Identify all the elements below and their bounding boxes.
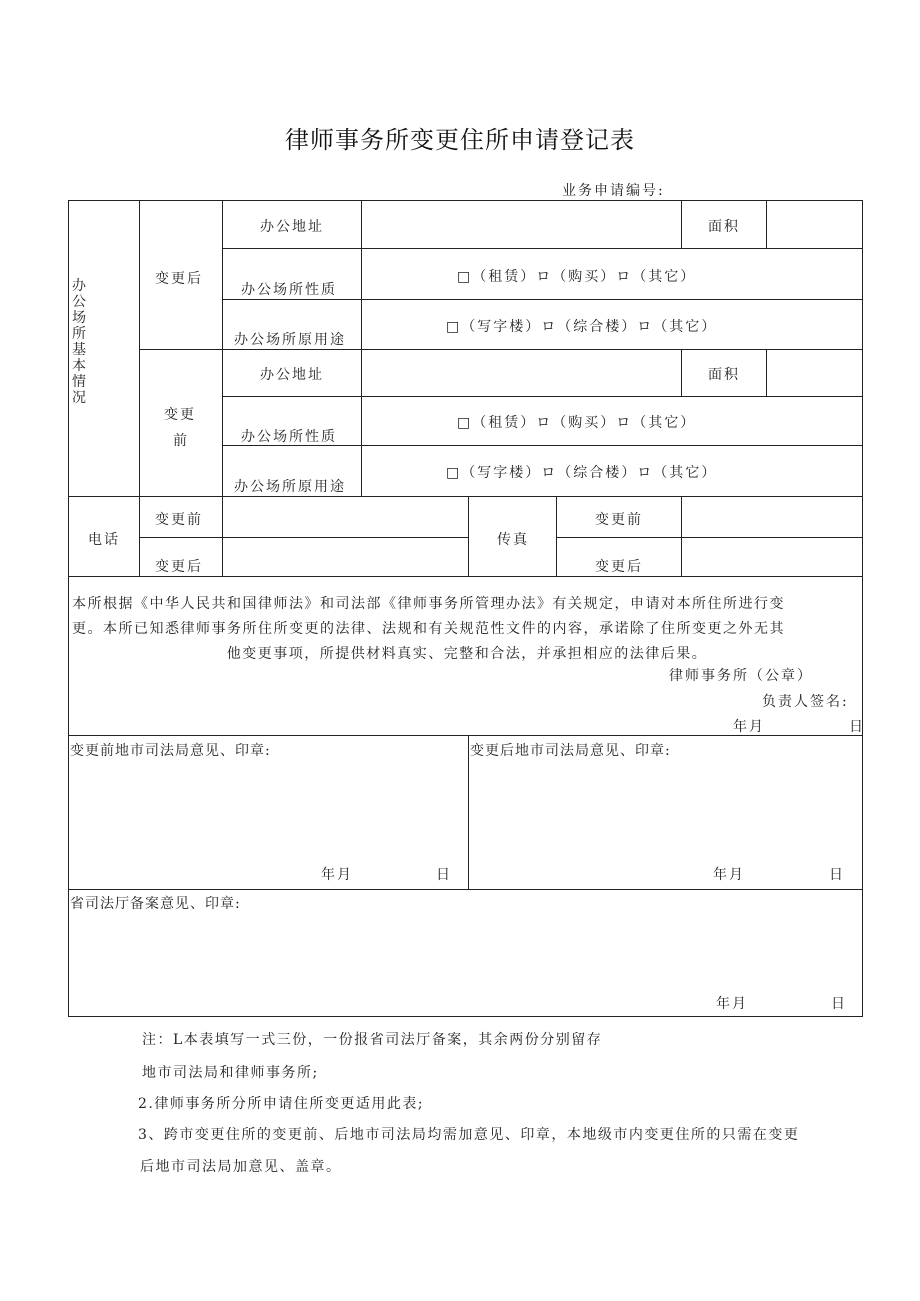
before-address-field[interactable] bbox=[362, 350, 680, 395]
basic-info-label: 办 公 场 所 基 本 情 况 bbox=[72, 278, 86, 406]
declaration-day: 日 bbox=[849, 719, 865, 735]
declaration-year-month: 年月 bbox=[733, 719, 765, 735]
before-usage-label: 办公场所原用途 bbox=[234, 479, 346, 495]
before-bureau-opinion-label: 变更前地市司法局意见、印章: bbox=[70, 743, 271, 759]
declaration-text: 本所根据《中华人民共和国律师法》和司法部《律师事务所管理办法》有关规定，申请对本所住所进行变 更。本所已知悉律师事务所住所变更的法律、法规和有关规范性文件的内容，承诺除了住所变更之外无其 他变更事项，所提供材料真实、完整和合法，并承担相应的法律后果。 bbox=[72, 596, 785, 662]
fax-label: 传真 bbox=[497, 532, 529, 548]
phone-label: 电话 bbox=[88, 532, 120, 548]
fax-before-field[interactable] bbox=[682, 497, 861, 536]
phone-after-label: 变更后 bbox=[155, 559, 203, 575]
after-bureau-opinion-area[interactable] bbox=[469, 760, 861, 888]
province-year-month: 年月 bbox=[716, 996, 748, 1012]
after-nature-options[interactable]: □（租赁）ロ（购买）ロ（其它） bbox=[457, 269, 697, 285]
firm-seal-label: 律师事务所（公章） bbox=[669, 668, 813, 684]
before-nature-label: 办公场所性质 bbox=[241, 429, 337, 445]
note-1b: 地市司法局和律师事务所; bbox=[142, 1065, 319, 1081]
after-area-field[interactable] bbox=[767, 201, 861, 247]
fax-after-label: 变更后 bbox=[595, 559, 643, 575]
fax-before-label: 变更前 bbox=[595, 512, 643, 528]
before-bureau-year-month: 年月 bbox=[321, 867, 353, 883]
after-bureau-opinion-label: 变更后地市司法局意见、印章: bbox=[470, 743, 671, 759]
after-usage-options[interactable]: □（写字楼）ロ（综合楼）ロ（其它） bbox=[446, 319, 718, 335]
phone-before-field[interactable] bbox=[223, 497, 467, 536]
before-address-label: 办公地址 bbox=[260, 367, 324, 383]
phone-before-label: 变更前 bbox=[155, 512, 203, 528]
after-area-label: 面积 bbox=[708, 219, 740, 235]
after-bureau-year-month: 年月 bbox=[713, 867, 745, 883]
note-2: 2.律师事务所分所申请住所变更适用此表; bbox=[138, 1096, 425, 1112]
after-address-field[interactable] bbox=[362, 201, 680, 247]
before-bureau-opinion-area[interactable] bbox=[69, 760, 467, 888]
page-title: 律师事务所变更住所申请登记表 bbox=[285, 126, 635, 154]
before-change-label-2: 前 bbox=[173, 433, 189, 449]
after-address-label: 办公地址 bbox=[260, 219, 324, 235]
phone-after-field[interactable] bbox=[223, 538, 467, 575]
note-1a: 注：L本表填写一式三份，一份报省司法厅备案，其余两份分别留存 bbox=[142, 1032, 603, 1048]
after-bureau-day: 日 bbox=[829, 867, 845, 883]
before-nature-options[interactable]: □（租赁）ロ（购买）ロ（其它） bbox=[457, 415, 697, 431]
business-number-label: 业务申请编号: bbox=[562, 183, 665, 199]
after-nature-label: 办公场所性质 bbox=[241, 282, 337, 298]
fax-after-field[interactable] bbox=[682, 538, 861, 575]
signer-label[interactable]: 负责人签名: bbox=[762, 694, 849, 710]
before-change-label-1: 变更 bbox=[164, 407, 196, 423]
before-bureau-day: 日 bbox=[436, 867, 452, 883]
before-area-field[interactable] bbox=[767, 350, 861, 395]
after-usage-label: 办公场所原用途 bbox=[234, 332, 346, 348]
before-usage-options[interactable]: □（写字楼）ロ（综合楼）ロ（其它） bbox=[446, 465, 718, 481]
note-3a: 3、跨市变更住所的变更前、后地市司法局均需加意见、印章，本地级市内变更住所的只需在变更 bbox=[138, 1127, 800, 1143]
province-day: 日 bbox=[831, 996, 847, 1012]
province-opinion-label: 省司法厅备案意见、印章: bbox=[70, 896, 241, 912]
after-change-label: 变更后 bbox=[155, 271, 203, 287]
note-3b: 后地市司法局加意见、盖章。 bbox=[140, 1159, 342, 1175]
before-area-label: 面积 bbox=[708, 367, 740, 383]
